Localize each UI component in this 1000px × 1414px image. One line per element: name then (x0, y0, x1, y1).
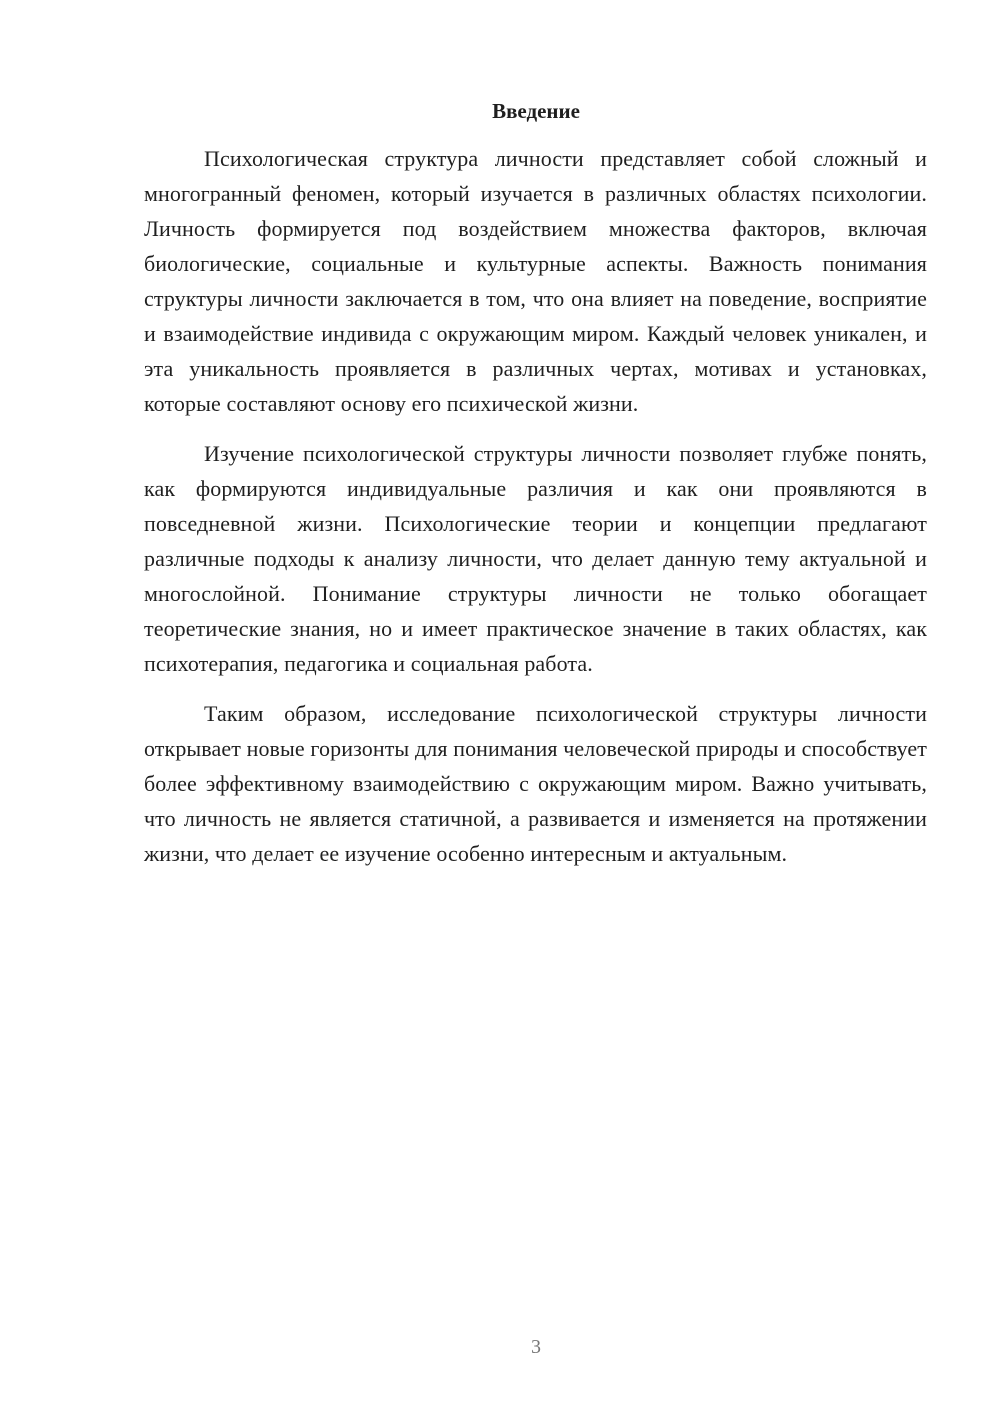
paragraph-2: Изучение психологической структуры личности позволяет глубже понять, как формируются индивидуальные различия и как они проявляются в повседневной жизни. Психологические теории и концепции предлагают различные подходы к анализу личности, что делает данную тему актуальной и многослойной. Понимание структуры личности не только обогащает теоретические знания, но и имеет практическое значение в таких областях, как психотерапия, педагогика и социальная работа. (144, 441, 927, 676)
paragraph-3: Таким образом, исследование психологической структуры личности открывает новые горизонты для понимания человеческой природы и способствует более эффективному взаимодействию с окружающим миром. Важно учитывать, что личность не является статичной, а развивается и изменяется на протяжении жизни, что делает ее изучение особенно интересным и актуальным. (144, 701, 927, 866)
body-text (144, 141, 927, 886)
page-number: 3 (531, 1336, 541, 1358)
paragraph-1: Психологическая структура личности представляет собой сложный и многогранный феномен, который изучается в различных областях психологии. Личность формируется под воздействием множества факторов, включая биологические, социальные и культурные аспекты. Важность понимания структуры личности заключается в том, что она влияет на поведение, восприятие и взаимодействие индивида с окружающим миром. Каждый человек уникален, и эта уникальность проявляется в различных чертах, мотивах и установках, которые составляют основу его психической жизни. (144, 146, 927, 416)
page-title: Введение (492, 99, 580, 123)
